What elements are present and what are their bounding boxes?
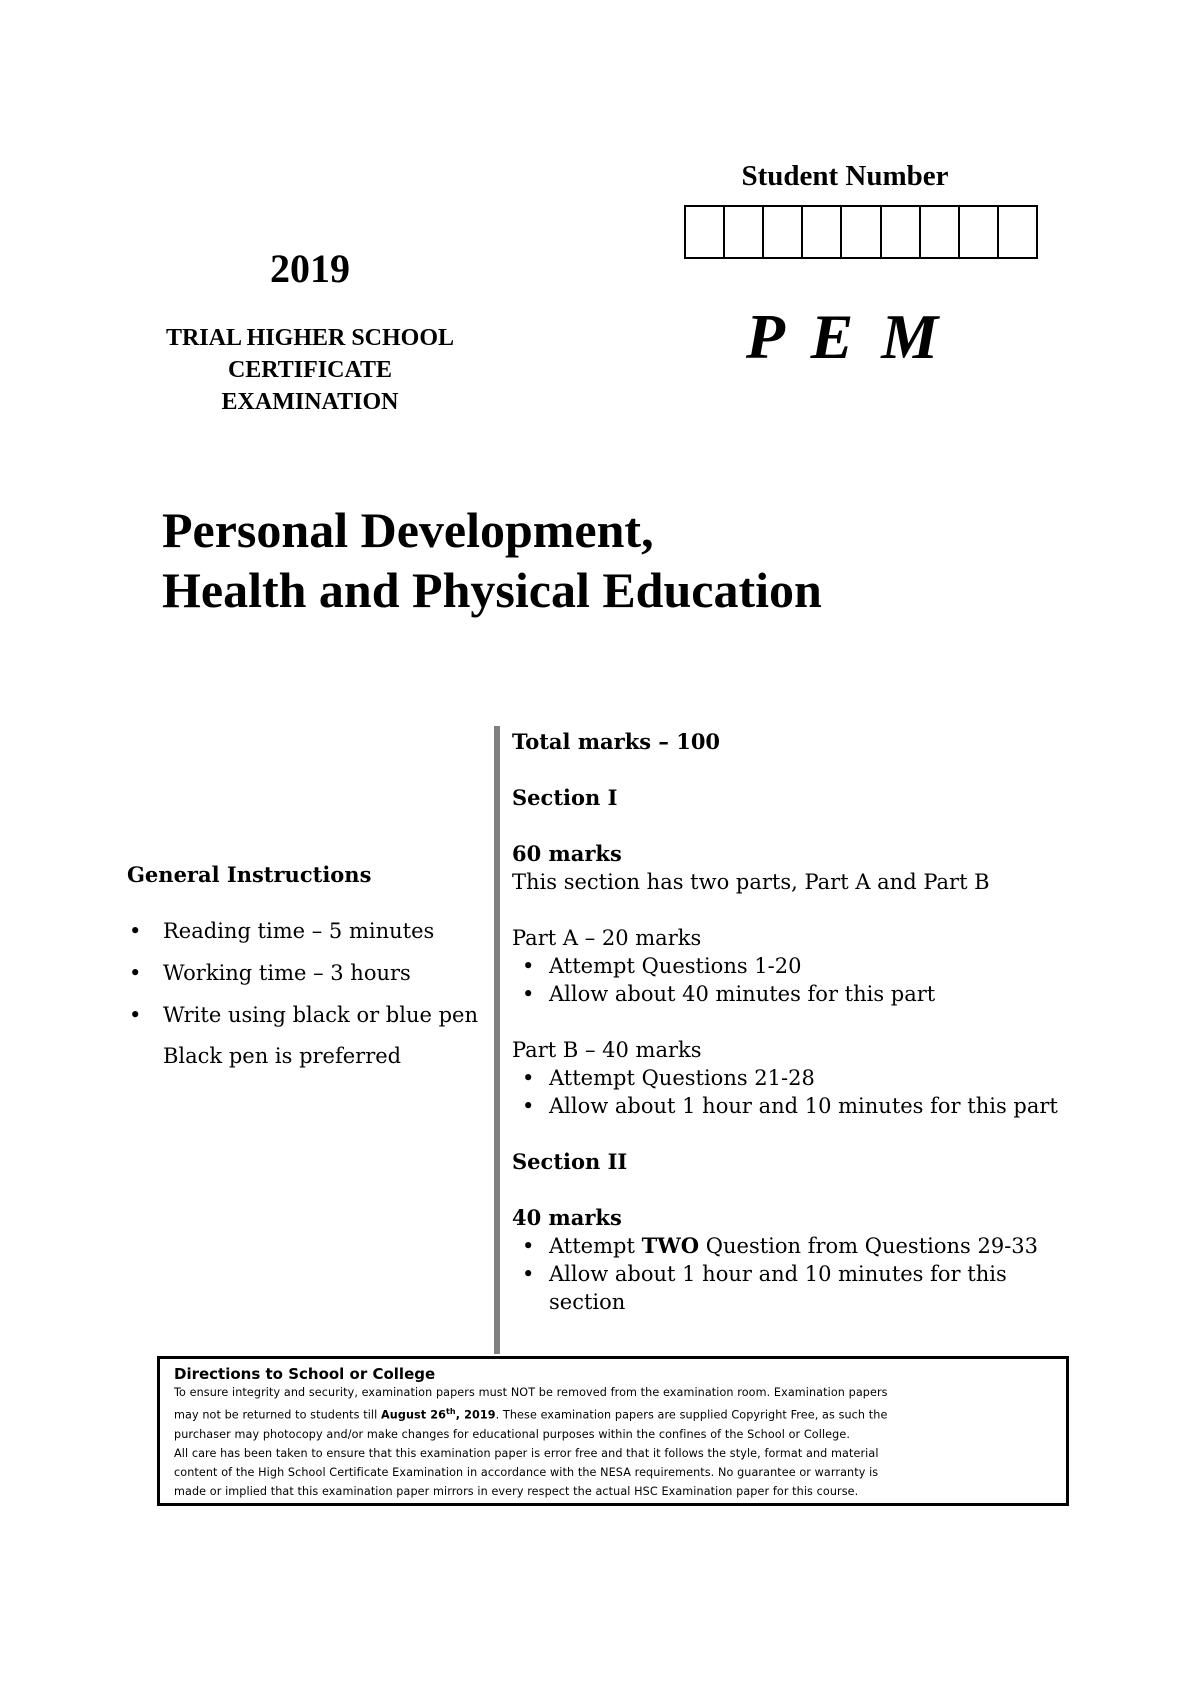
exam-title-line: EXAMINATION [221,389,399,415]
list-item-text: Write using black or blue pen [163,1003,478,1027]
list-item [512,1064,1092,1092]
directions-text-part: may not be returned to students till [174,1408,382,1422]
directions-date-year: , 2019 [455,1408,496,1422]
bullet-icon: • [522,1066,535,1090]
exam-year: 2019 [270,246,350,291]
directions-line: made or implied that this examination paper mirrors in every respect the actual HSC Examination paper for this course. [174,1484,859,1498]
section-1-marks: 60 marks [512,841,622,866]
student-number-box[interactable] [725,207,764,257]
directions-line: All care has been taken to ensure that this examination paper is error free and that it follows the style, format and material [174,1446,879,1460]
list-item [127,952,487,994]
directions-line: purchaser may photocopy and/or make changes for educational purposes within the confines of the School or College. [174,1427,850,1441]
section-2-list [512,1232,1092,1316]
directions-line [174,1402,1052,1425]
course-code: P E M [745,301,945,372]
student-number-label: Student Number [741,160,949,192]
bullet-icon: • [522,954,535,978]
student-number-box[interactable] [960,207,999,257]
student-number-box[interactable] [803,207,842,257]
bullet-icon: • [129,961,142,985]
general-instructions-heading: General Instructions [127,862,372,887]
student-number-box[interactable] [882,207,921,257]
section-1-heading: Section I [512,785,618,810]
list-item-text: Question from Questions 29-33 [699,1234,1039,1258]
part-b-list [512,1064,1092,1120]
exam-title [130,322,490,418]
list-item [127,910,487,952]
directions-date-suffix: th [445,1407,456,1416]
student-number-boxes[interactable] [684,205,1038,259]
student-number-box[interactable] [764,207,803,257]
list-item-text: Allow about 1 hour and 10 minutes for this [549,1262,1007,1286]
directions-heading: Directions to School or College [174,1365,436,1383]
section-2-heading: Section II [512,1149,628,1174]
directions-text-part: . These examination papers are supplied Copyright Free, as such the [495,1408,888,1422]
list-item-text: Reading time – 5 minutes [163,919,435,943]
subject-title-line: Personal Development, [162,502,654,558]
subject-title [162,500,822,620]
bullet-icon: • [522,1262,535,1286]
part-a-list [512,952,1092,1008]
subject-title-line: Health and Physical Education [162,562,822,618]
list-item [512,1092,1092,1120]
student-number-box[interactable] [842,207,881,257]
bullet-icon: • [522,1094,535,1118]
student-number-box[interactable] [921,207,960,257]
bullet-icon: • [522,982,535,1006]
emphasis-text: TWO [641,1233,700,1258]
paper-info [512,728,1092,1316]
part-b-heading: Part B – 40 marks [512,1038,702,1062]
list-item-text: Attempt Questions 1-20 [549,954,802,978]
total-marks: Total marks – 100 [512,729,721,754]
bullet-icon: • [522,1234,535,1258]
general-instructions-list [127,910,487,1036]
list-item [512,952,1092,980]
exam-title-line: CERTIFICATE [227,357,393,383]
list-item [512,1260,1092,1316]
list-item [127,994,487,1036]
part-a-heading: Part A – 20 marks [512,926,702,950]
section-2-marks: 40 marks [512,1205,622,1230]
list-item [512,980,1092,1008]
directions-line: To ensure integrity and security, examination papers must NOT be removed from the examination room. Examination papers [174,1386,888,1399]
list-item-text: Attempt [549,1234,642,1258]
directions-line: content of the High School Certificate Examination in accordance with the NESA requirements. No guarantee or warranty is [174,1465,879,1479]
list-item-text: Attempt Questions 21-28 [549,1066,815,1090]
list-item [512,1232,1092,1260]
column-divider [494,726,500,1354]
list-item-text: section [549,1290,626,1314]
list-item-text: Allow about 40 minutes for this part [549,982,936,1006]
directions-box [157,1356,1069,1506]
student-number-box[interactable] [999,207,1036,257]
general-instructions-note: Black pen is preferred [163,1044,402,1068]
list-item-text: Working time – 3 hours [163,961,411,985]
directions-text [174,1383,1052,1501]
directions-date: August 26 [381,1408,446,1422]
section-1-description: This section has two parts, Part A and Part B [512,870,990,894]
exam-title-line: TRIAL HIGHER SCHOOL [165,325,455,351]
list-item-text: Allow about 1 hour and 10 minutes for this part [549,1094,1058,1118]
bullet-icon: • [129,919,142,943]
bullet-icon: • [129,1003,142,1027]
student-number-box[interactable] [686,207,725,257]
